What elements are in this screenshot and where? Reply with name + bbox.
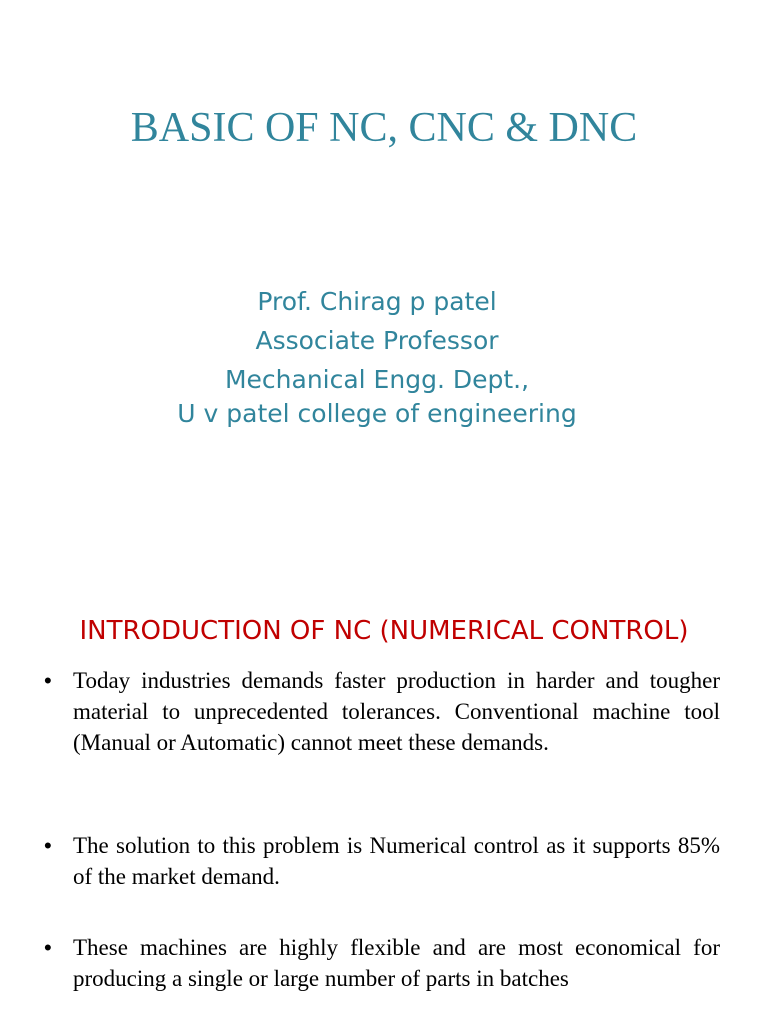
author-position: Associate Professor xyxy=(255,326,499,355)
list-item xyxy=(44,830,720,892)
bullet-icon: • xyxy=(44,833,52,858)
author-block xyxy=(0,284,754,432)
bullet-icon: • xyxy=(44,668,52,693)
author-name: Prof. Chirag p patel xyxy=(257,287,497,316)
bullet-text: Today industries demands faster production in harder and tougher material to unprecedented tolerances. Conventional machine tool (Manual or Automatic) cannot meet these demands. xyxy=(73,668,720,755)
author-department: Mechanical Engg. Dept., xyxy=(224,365,530,394)
author-college: U v patel college of engineering xyxy=(177,399,577,428)
bullet-text: These machines are highly flexible and are most economical for producing a single or large number of parts in batches xyxy=(73,935,720,991)
section-heading: INTRODUCTION OF NC (NUMERICAL CONTROL) xyxy=(79,616,689,646)
list-item xyxy=(44,932,720,994)
bullet-icon: • xyxy=(44,935,52,960)
bullet-text: The solution to this problem is Numerical control as it supports 85% of the market demand. xyxy=(73,833,720,889)
list-item xyxy=(44,665,720,758)
slide-title: BASIC OF NC, CNC & DNC xyxy=(130,105,638,151)
